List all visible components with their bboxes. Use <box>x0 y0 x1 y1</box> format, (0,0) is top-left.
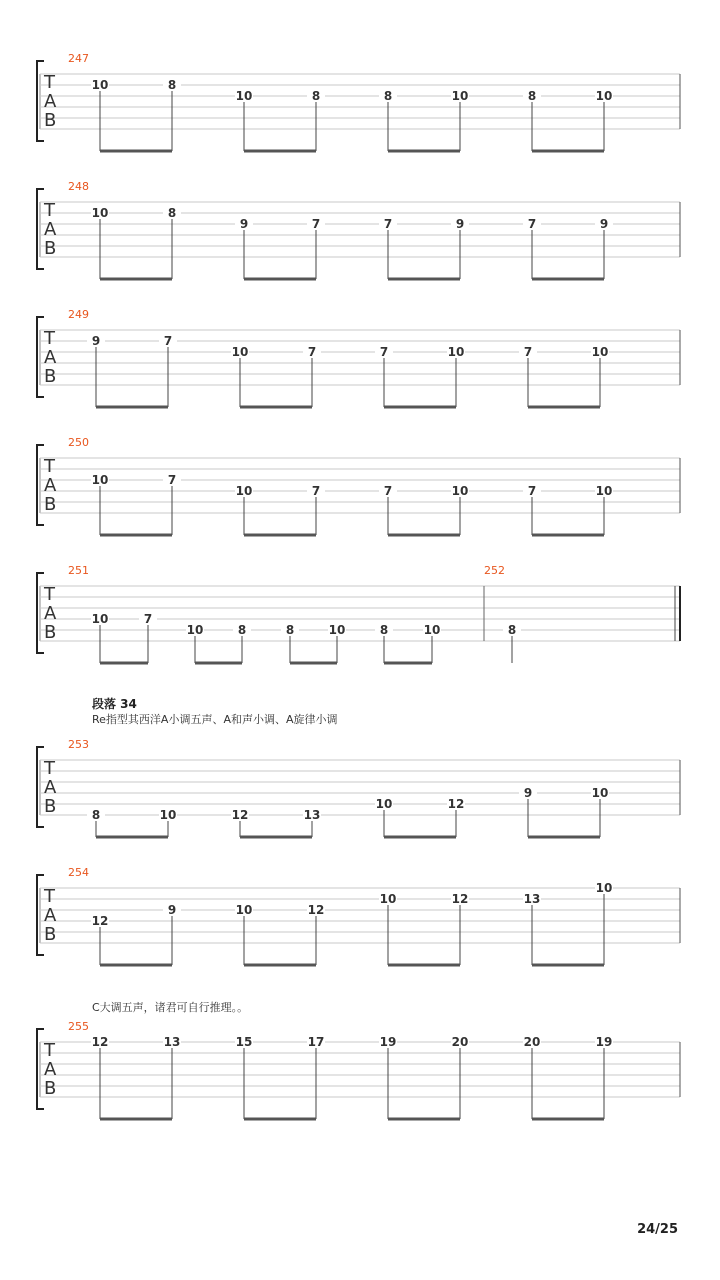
fret-number: 8 <box>311 89 321 103</box>
measure-number: 253 <box>68 738 89 751</box>
fret-number: 10 <box>423 623 441 637</box>
fret-number: 10 <box>375 797 393 811</box>
fret-number: 7 <box>527 484 537 498</box>
fret-number: 8 <box>527 89 537 103</box>
fret-number: 19 <box>595 1035 613 1049</box>
fret-number: 12 <box>447 797 465 811</box>
tab-clef-letter: B <box>44 366 57 387</box>
tab-system <box>0 52 720 158</box>
fret-number: 12 <box>451 892 469 906</box>
tab-staff-svg <box>0 564 720 670</box>
fret-number: 10 <box>451 89 469 103</box>
fret-number: 9 <box>599 217 609 231</box>
fret-number: 13 <box>163 1035 181 1049</box>
fret-number: 9 <box>167 903 177 917</box>
fret-number: 7 <box>527 217 537 231</box>
fret-number: 10 <box>91 473 109 487</box>
fret-number: 10 <box>591 345 609 359</box>
tab-clef-letter: A <box>44 603 57 624</box>
fret-number: 8 <box>507 623 517 637</box>
tab-staff-svg <box>0 1020 720 1126</box>
tab-clef-letter: B <box>44 924 57 945</box>
fret-number: 12 <box>231 808 249 822</box>
tab-system <box>0 564 720 670</box>
fret-number: 10 <box>595 89 613 103</box>
tab-clef-letter: A <box>44 347 57 368</box>
tab-clef-letter: B <box>44 796 57 817</box>
tab-clef-letter: A <box>44 219 57 240</box>
fret-number: 19 <box>379 1035 397 1049</box>
tab-clef-letter: T <box>44 584 55 605</box>
tab-staff-svg <box>0 308 720 414</box>
fret-number: 12 <box>307 903 325 917</box>
performance-note: C大调五声，诸君可自行推理。。 <box>92 1001 249 1014</box>
tab-clef-letter: T <box>44 200 55 221</box>
fret-number: 10 <box>379 892 397 906</box>
fret-number: 10 <box>186 623 204 637</box>
fret-number: 7 <box>379 345 389 359</box>
tab-clef-letter: B <box>44 622 57 643</box>
fret-number: 10 <box>91 78 109 92</box>
fret-number: 12 <box>91 1035 109 1049</box>
tab-staff-svg <box>0 436 720 542</box>
fret-number: 10 <box>328 623 346 637</box>
tab-clef-letter: B <box>44 110 57 131</box>
fret-number: 7 <box>167 473 177 487</box>
fret-number: 7 <box>143 612 153 626</box>
fret-number: 10 <box>595 484 613 498</box>
fret-number: 8 <box>383 89 393 103</box>
fret-number: 17 <box>307 1035 325 1049</box>
tab-staff-svg <box>0 738 720 844</box>
tab-clef-letter: B <box>44 494 57 515</box>
tab-clef-letter: A <box>44 777 57 798</box>
fret-number: 9 <box>91 334 101 348</box>
fret-number: 7 <box>163 334 173 348</box>
fret-number: 8 <box>167 78 177 92</box>
tab-system <box>0 308 720 414</box>
fret-number: 8 <box>91 808 101 822</box>
fret-number: 10 <box>91 206 109 220</box>
page-number: 24/25 <box>637 1222 678 1237</box>
fret-number: 8 <box>237 623 247 637</box>
fret-number: 13 <box>303 808 321 822</box>
fret-number: 10 <box>231 345 249 359</box>
fret-number: 10 <box>591 786 609 800</box>
tab-clef-letter: A <box>44 1059 57 1080</box>
fret-number: 10 <box>235 89 253 103</box>
tab-clef-letter: T <box>44 72 55 93</box>
fret-number: 8 <box>285 623 295 637</box>
tab-clef-letter: B <box>44 238 57 259</box>
measure-number: 254 <box>68 866 89 879</box>
fret-number: 7 <box>307 345 317 359</box>
fret-number: 20 <box>451 1035 469 1049</box>
tab-staff-svg <box>0 866 720 972</box>
fret-number: 10 <box>447 345 465 359</box>
fret-number: 9 <box>523 786 533 800</box>
tab-staff-svg <box>0 180 720 286</box>
section-description: Re指型其西洋A小调五声、A和声小调、A旋律小调 <box>92 713 338 726</box>
measure-number: 247 <box>68 52 89 65</box>
fret-number: 12 <box>91 914 109 928</box>
tab-clef-letter: A <box>44 91 57 112</box>
fret-number: 8 <box>167 206 177 220</box>
fret-number: 10 <box>235 484 253 498</box>
fret-number: 7 <box>523 345 533 359</box>
fret-number: 10 <box>235 903 253 917</box>
tab-clef-letter: A <box>44 475 57 496</box>
fret-number: 10 <box>595 881 613 895</box>
tab-clef-letter: B <box>44 1078 57 1099</box>
tab-clef-letter: T <box>44 328 55 349</box>
fret-number: 7 <box>383 217 393 231</box>
fret-number: 13 <box>523 892 541 906</box>
fret-number: 7 <box>311 217 321 231</box>
fret-number: 20 <box>523 1035 541 1049</box>
tab-clef-letter: T <box>44 1040 55 1061</box>
tab-system <box>0 866 720 972</box>
measure-number: 250 <box>68 436 89 449</box>
measure-number: 251 <box>68 564 89 577</box>
tab-system <box>0 180 720 286</box>
fret-number: 10 <box>451 484 469 498</box>
section-title: 段落 34 <box>92 697 137 711</box>
tab-clef-letter: T <box>44 456 55 477</box>
tab-system <box>0 738 720 844</box>
tab-system <box>0 1020 720 1126</box>
fret-number: 10 <box>91 612 109 626</box>
tab-clef-letter: T <box>44 886 55 907</box>
fret-number: 10 <box>159 808 177 822</box>
fret-number: 15 <box>235 1035 253 1049</box>
tab-staff-svg <box>0 52 720 158</box>
fret-number: 8 <box>379 623 389 637</box>
fret-number: 7 <box>311 484 321 498</box>
measure-number: 249 <box>68 308 89 321</box>
tab-clef-letter: T <box>44 758 55 779</box>
fret-number: 9 <box>239 217 249 231</box>
measure-number: 255 <box>68 1020 89 1033</box>
tab-clef-letter: A <box>44 905 57 926</box>
measure-number: 248 <box>68 180 89 193</box>
measure-number: 252 <box>484 564 505 577</box>
fret-number: 7 <box>383 484 393 498</box>
fret-number: 9 <box>455 217 465 231</box>
tab-system <box>0 436 720 542</box>
